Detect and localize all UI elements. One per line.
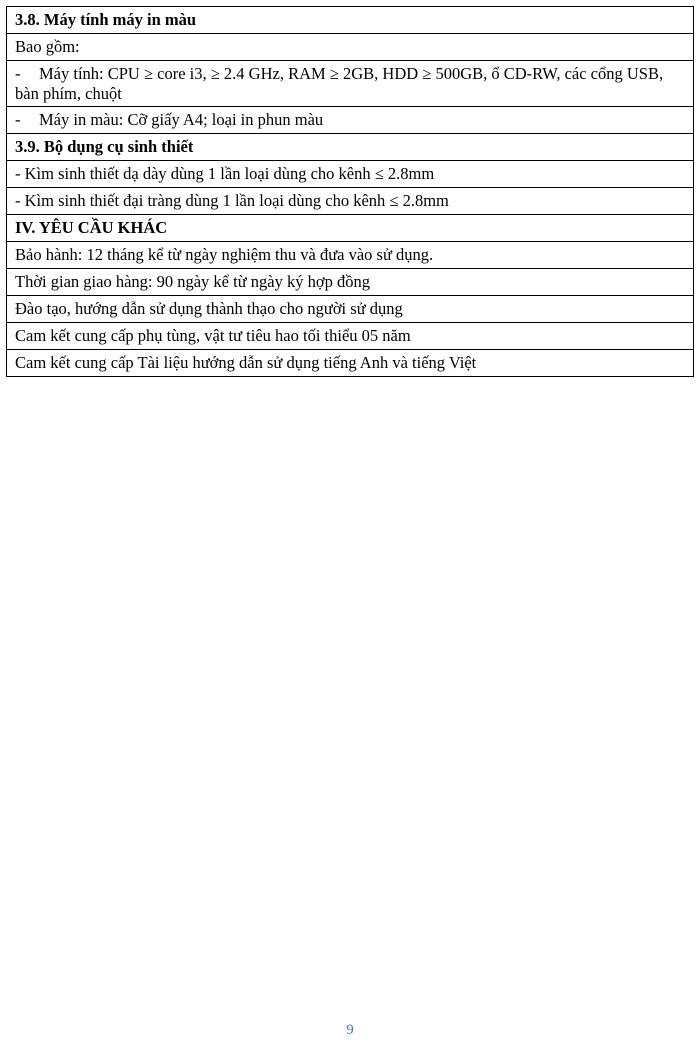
- table-row: [7, 107, 694, 134]
- list-dash: -: [15, 110, 21, 129]
- table-row: [7, 161, 694, 188]
- section-heading-3-8: [7, 7, 694, 34]
- table-cell: Bao gồm:: [7, 34, 694, 61]
- table-row: [7, 269, 694, 296]
- section-heading-3-9: [7, 134, 694, 161]
- table-cell: Thời gian giao hàng: 90 ngày kể từ ngày ký hợp đồng: [7, 269, 694, 296]
- table-cell: 3.9. Bộ dụng cụ sinh thiết: [7, 134, 694, 161]
- table-cell: - Kìm sinh thiết đại tràng dùng 1 lần loại dùng cho kênh ≤ 2.8mm: [7, 188, 694, 215]
- table-cell: [7, 61, 694, 107]
- list-dash: -: [15, 64, 21, 83]
- table-row: [7, 61, 694, 107]
- table-row: [7, 242, 694, 269]
- list-item-text: Máy tính: CPU ≥ core i3, ≥ 2.4 GHz, RAM ≥ 2GB, HDD ≥ 500GB, ổ CD-RW, các cổng USB, bàn phím, chuột: [15, 64, 664, 103]
- table-cell: 3.8. Máy tính máy in màu: [7, 7, 694, 34]
- table-cell: Cam kết cung cấp Tài liệu hướng dẫn sử dụng tiếng Anh và tiếng Việt: [7, 350, 694, 377]
- table-cell: Đào tạo, hướng dẫn sử dụng thành thạo cho người sử dụng: [7, 296, 694, 323]
- table-cell: Bảo hành: 12 tháng kể từ ngày nghiệm thu và đưa vào sử dụng.: [7, 242, 694, 269]
- spec-table: [6, 6, 694, 377]
- table-cell: IV. YÊU CẦU KHÁC: [7, 215, 694, 242]
- table-cell: Cam kết cung cấp phụ tùng, vật tư tiêu hao tối thiểu 05 năm: [7, 323, 694, 350]
- table-row: [7, 323, 694, 350]
- page-number: 9: [346, 1022, 354, 1038]
- table-row: [7, 350, 694, 377]
- list-item-text: Máy in màu: Cỡ giấy A4; loại in phun màu: [39, 110, 324, 129]
- table-cell: [7, 107, 694, 134]
- table-row: [7, 34, 694, 61]
- table-cell: - Kìm sinh thiết dạ dày dùng 1 lần loại dùng cho kênh ≤ 2.8mm: [7, 161, 694, 188]
- table-row: [7, 296, 694, 323]
- section-heading-iv: [7, 215, 694, 242]
- table-row: [7, 188, 694, 215]
